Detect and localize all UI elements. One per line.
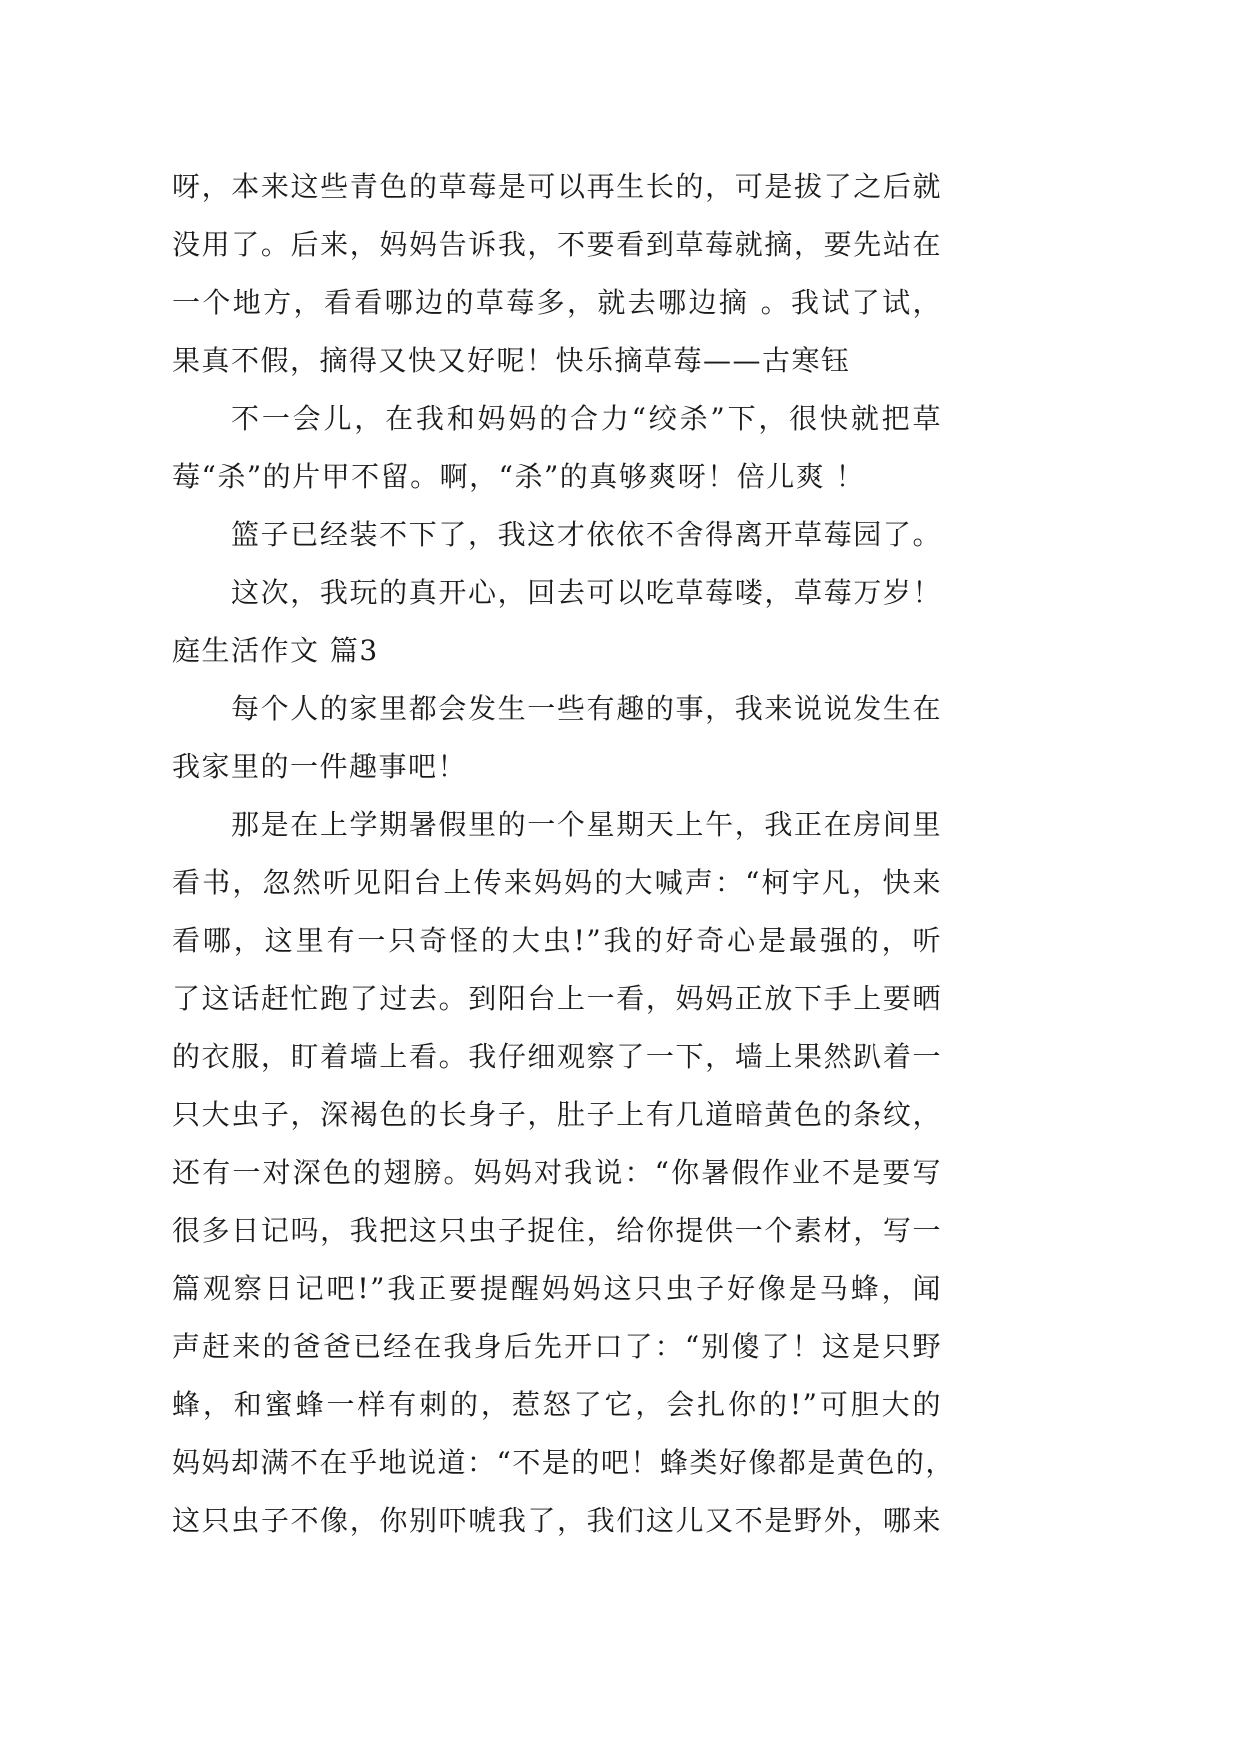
text-line: 一个地方，看看哪边的草莓多，就去哪边摘 。我试了试， bbox=[172, 286, 942, 319]
paragraph bbox=[172, 158, 942, 390]
paragraph bbox=[172, 564, 942, 622]
text-line: 我家里的一件趣事吧！ bbox=[172, 750, 468, 783]
text-line: 呀，本来这些青色的草莓是可以再生长的，可是拔了之后就 bbox=[172, 170, 942, 203]
paragraph bbox=[172, 390, 942, 506]
paragraph bbox=[172, 506, 942, 564]
text-line: 声赶来的爸爸已经在我身后先开口了：“别傻了！这是只野 bbox=[172, 1330, 942, 1363]
text-line: 看书，忽然听见阳台上传来妈妈的大喊声：“柯宇凡，快来 bbox=[172, 866, 942, 899]
text-line: 篇观察日记吧!”我正要提醒妈妈这只虫子好像是马蜂，闻 bbox=[172, 1272, 942, 1305]
section-heading bbox=[172, 622, 942, 680]
text-line: 蜂，和蜜蜂一样有刺的，惹怒了它，会扎你的!”可胆大的 bbox=[172, 1388, 942, 1421]
body-text bbox=[172, 158, 955, 1550]
text-line: 每个人的家里都会发生一些有趣的事，我来说说发生在 bbox=[231, 692, 942, 725]
paragraph bbox=[172, 796, 955, 1550]
text-line: 只大虫子，深褐色的长身子，肚子上有几道暗黄色的条纹， bbox=[172, 1098, 942, 1131]
text-line: 那是在上学期暑假里的一个星期天上午，我正在房间里 bbox=[231, 808, 942, 841]
text-line: 篮子已经装不下了，我这才依依不舍得离开草莓园了。 bbox=[231, 518, 942, 551]
text-line: 看哪，这里有一只奇怪的大虫!”我的好奇心是最强的，听 bbox=[172, 924, 942, 957]
text-line: 很多日记吗，我把这只虫子捉住，给你提供一个素材，写一 bbox=[172, 1214, 942, 1247]
text-line: 这只虫子不像，你别吓唬我了，我们这儿又不是野外，哪来 bbox=[172, 1504, 942, 1537]
text-line: 妈妈却满不在乎地说道：“不是的吧！蜂类好像都是黄色的， bbox=[172, 1446, 955, 1479]
text-line: 了这话赶忙跑了过去。到阳台上一看，妈妈正放下手上要晒 bbox=[172, 982, 942, 1015]
text-line: 果真不假，摘得又快又好呢！快乐摘草莓——古寒钰 bbox=[172, 344, 851, 377]
paragraph bbox=[172, 680, 942, 796]
section-heading-text: 庭生活作文 篇3 bbox=[172, 634, 379, 667]
text-line: 不一会儿，在我和妈妈的合力“绞杀”下，很快就把草 bbox=[231, 402, 942, 435]
text-line: 没用了。后来，妈妈告诉我，不要看到草莓就摘，要先站在 bbox=[172, 228, 942, 261]
text-line: 莓“杀”的片甲不留。啊，“杀”的真够爽呀！倍儿爽 ！ bbox=[172, 460, 866, 493]
text-line: 的衣服，盯着墙上看。我仔细观察了一下，墙上果然趴着一 bbox=[172, 1040, 942, 1073]
text-line: 这次，我玩的真开心，回去可以吃草莓喽，草莓万岁！ bbox=[231, 576, 942, 609]
text-line: 还有一对深色的翅膀。妈妈对我说：“你暑假作业不是要写 bbox=[172, 1156, 942, 1189]
